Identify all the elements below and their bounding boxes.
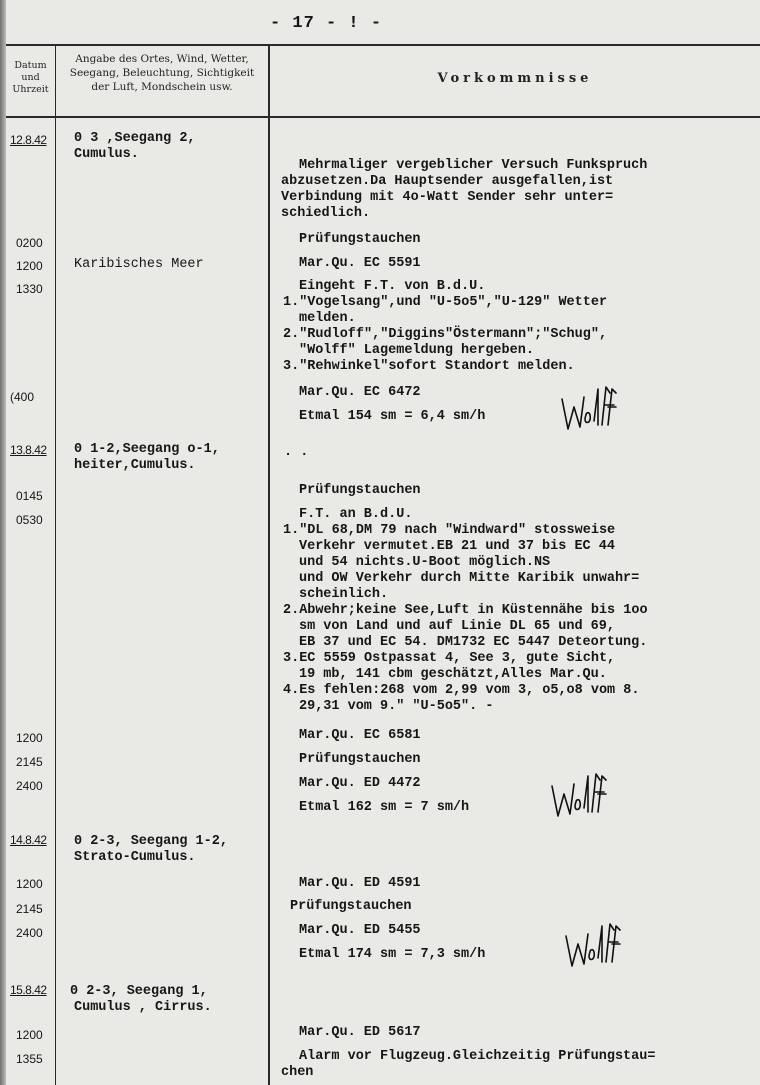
entry-time: 1200 xyxy=(16,731,43,745)
event-line: 3."Rehwinkel"sofort Standort melden. xyxy=(283,359,575,374)
entry-time: 1355 xyxy=(16,1052,43,1066)
entry-time: 2145 xyxy=(16,755,43,769)
event-line: Mar.Qu. ED 4591 xyxy=(299,876,421,891)
header-time-line: Uhrzeit xyxy=(12,84,49,95)
event-line: Eingeht F.T. von B.d.U. xyxy=(299,279,486,294)
location-weather-text: Strato-Cumulus. xyxy=(74,850,196,865)
event-line: 2."Rudloff","Diggins"Östermann";"Schug", xyxy=(283,327,608,342)
event-line: Mar.Qu. ED 4472 xyxy=(299,776,421,791)
location-weather-text: 0 2-3, Seegang 1, xyxy=(70,984,208,999)
header-date-line: Datum xyxy=(14,60,47,71)
entry-time: 2145 xyxy=(16,902,43,916)
event-line: Prüfungstauchen xyxy=(299,232,421,247)
page-binding-edge xyxy=(0,0,6,1085)
location-weather-text: 0 2-3, Seegang 1-2, xyxy=(74,834,228,849)
event-line: Mehrmaliger vergeblicher Versuch Funkspruch xyxy=(299,158,648,173)
event-line: 29,31 vom 9." "U-5o5". - xyxy=(299,699,494,714)
entry-time: 0200 xyxy=(16,236,43,250)
header-location-line-1: Angabe des Ortes, Wind, Wetter, xyxy=(75,53,249,65)
event-line: Mar.Qu. ED 5617 xyxy=(299,1025,421,1040)
location-weather-text: Karibisches Meer xyxy=(74,257,204,272)
entry-time: 2400 xyxy=(16,779,43,793)
event-line: Etmal 174 sm = 7,3 sm/h xyxy=(299,947,486,962)
entry-time: (400 xyxy=(10,390,35,404)
location-weather-text: 0 1-2,Seegang o-1, xyxy=(74,442,220,457)
event-line: . . xyxy=(284,445,309,460)
entry-time: 2400 xyxy=(16,926,43,940)
event-line: chen xyxy=(281,1065,314,1080)
event-line: Mar.Qu. EC 5591 xyxy=(299,256,421,271)
signature-wolff xyxy=(562,922,622,976)
header-and-line: und xyxy=(21,72,40,83)
event-line: Alarm vor Flugzeug.Gleichzeitig Prüfungstau= xyxy=(299,1049,656,1064)
header-location-line-2: Seegang, Beleuchtung, Sichtigkeit xyxy=(69,67,255,79)
event-line: und 54 nichts.U-Boot möglich.NS xyxy=(299,555,551,570)
event-line: F.T. an B.d.U. xyxy=(299,507,413,522)
event-line: 1."Vogelsang",und "U-5o5","U-129" Wetter xyxy=(283,295,608,310)
event-line: Verkehr vermutet.EB 21 und 37 bis EC 44 xyxy=(299,539,615,554)
event-line: abzusetzen.Da Hauptsender ausgefallen,ist xyxy=(281,174,614,189)
event-line: melden. xyxy=(299,311,356,326)
header-location-line-3: der Luft, Mondschein usw. xyxy=(91,81,233,93)
entry-date: 14.8.42 xyxy=(10,833,47,847)
event-line: 2.Abwehr;keine See,Luft in Küstennähe bis 1oo xyxy=(283,603,648,618)
header-events: Vorkommnisse xyxy=(437,71,593,86)
event-line: Verbindung mit 4o-Watt Sender sehr unter= xyxy=(281,190,614,205)
header-location-weather xyxy=(56,52,268,94)
event-line: scheinlich. xyxy=(299,587,389,602)
entry-date: 15.8.42 xyxy=(10,983,47,997)
entry-date: 12.8.42 xyxy=(10,133,47,147)
signature-wolff xyxy=(558,385,618,439)
event-line: Etmal 162 sm = 7 sm/h xyxy=(299,800,470,815)
event-line: sm von Land und auf Linie DL 65 und 69, xyxy=(299,619,615,634)
event-line: 4.Es fehlen:268 vom 2,99 vom 3, o5,o8 vom 8. xyxy=(283,683,640,698)
event-line: schiedlich. xyxy=(281,206,371,221)
entry-time: 0145 xyxy=(16,489,43,503)
event-line: Prüfungstauchen xyxy=(299,752,421,767)
event-line: Etmal 154 sm = 6,4 sm/h xyxy=(299,409,486,424)
entry-time: 1330 xyxy=(16,282,43,296)
event-line: 1."DL 68,DM 79 nach "Windward" stossweise xyxy=(283,523,616,538)
event-line: Mar.Qu. EC 6581 xyxy=(299,728,421,743)
signature-wolff xyxy=(548,772,608,826)
header-bottom-rule xyxy=(6,116,760,118)
header-date-time xyxy=(6,60,55,96)
page-number: - 17 - ! - xyxy=(270,14,383,33)
event-line: Prüfungstauchen xyxy=(290,899,412,914)
location-weather-text: heiter,Cumulus. xyxy=(74,458,196,473)
event-line: 3.EC 5559 Ostpassat 4, See 3, gute Sicht, xyxy=(283,651,616,666)
entry-time: 1200 xyxy=(16,877,43,891)
header-top-rule xyxy=(6,44,760,46)
event-line: Mar.Qu. EC 6472 xyxy=(299,385,421,400)
column-divider-1 xyxy=(55,44,56,1085)
column-divider-2 xyxy=(268,44,270,1085)
event-line: EB 37 und EC 54. DM1732 EC 5447 Deteortung. xyxy=(299,635,648,650)
event-line: 19 mb, 141 cbm geschätzt,Alles Mar.Qu. xyxy=(299,667,607,682)
location-weather-text: 0 3 ,Seegang 2, xyxy=(74,131,196,146)
entry-date: 13.8.42 xyxy=(10,443,47,457)
event-line: und OW Verkehr durch Mitte Karibik unwahr= xyxy=(299,571,640,586)
event-line: "Wolff" Lagemeldung hergeben. xyxy=(299,343,534,358)
entry-time: 1200 xyxy=(16,1028,43,1042)
entry-time: 1200 xyxy=(16,259,43,273)
event-line: Prüfungstauchen xyxy=(299,483,421,498)
event-line: Mar.Qu. ED 5455 xyxy=(299,923,421,938)
location-weather-text: Cumulus. xyxy=(74,147,139,162)
location-weather-text: Cumulus , Cirrus. xyxy=(74,1000,212,1015)
entry-time: 0530 xyxy=(16,513,43,527)
